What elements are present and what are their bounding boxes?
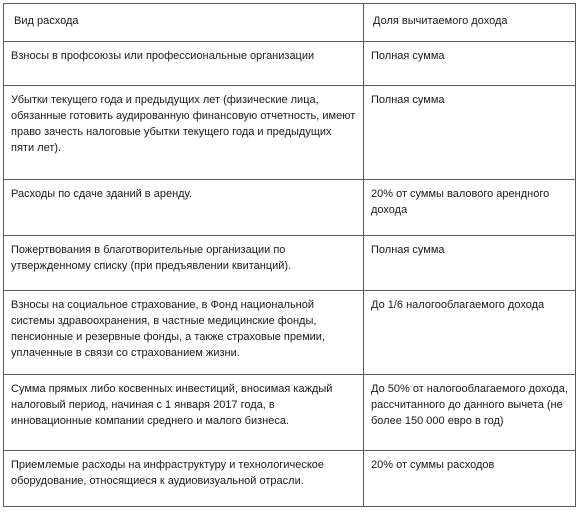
- share-cell: До 1/6 налогооблагаемого дохода: [364, 291, 576, 375]
- expense-cell: Взносы на социальное страхование, в Фонд национальной системы здравоохранения, в частные медицинские фонды, пенсионные и резервные фонды, а также страховые премии, уплаченные в связи со страхованием жизни.: [4, 291, 364, 375]
- table-row: [4, 236, 576, 291]
- table-row: [4, 375, 576, 451]
- expense-cell: Расходы по сдаче зданий в аренду.: [4, 180, 364, 236]
- deductions-table-container: [3, 3, 575, 507]
- expense-cell: Пожертвования в благотворительные организации по утвержденному списку (при предъявлении квитанций).: [4, 236, 364, 291]
- table-header-row: [4, 4, 576, 42]
- share-cell: Полная сумма: [364, 42, 576, 86]
- table-row: [4, 451, 576, 507]
- table-row: [4, 291, 576, 375]
- deductions-table: [3, 3, 576, 507]
- table-row: [4, 86, 576, 180]
- share-cell: Полная сумма: [364, 86, 576, 180]
- expense-cell: Взносы в профсоюзы или профессиональные организации: [4, 42, 364, 86]
- header-expense-type: Вид расхода: [4, 4, 364, 42]
- share-cell: 20% от суммы валового арендного дохода: [364, 180, 576, 236]
- share-cell: 20% от суммы расходов: [364, 451, 576, 507]
- table-row: [4, 42, 576, 86]
- expense-cell: Убытки текущего года и предыдущих лет (физические лица, обязанные готовить аудированную финансовую отчетность, имеют право зачесть налоговые убытки текущего года и предыдущих пяти лет).: [4, 86, 364, 180]
- header-deductible-share: Доля вычитаемого дохода: [364, 4, 576, 42]
- share-cell: Полная сумма: [364, 236, 576, 291]
- expense-cell: Сумма прямых либо косвенных инвестиций, вносимая каждый налоговый период, начиная с 1 января 2017 года, в инновационные компании среднего и малого бизнеса.: [4, 375, 364, 451]
- share-cell: До 50% от налогооблагаемого дохода, рассчитанного до данного вычета (не более 150 000 евро в год): [364, 375, 576, 451]
- table-row: [4, 180, 576, 236]
- expense-cell: Приемлемые расходы на инфраструктуру и технологическое оборудование, относящиеся к аудиовизуальной отрасли.: [4, 451, 364, 507]
